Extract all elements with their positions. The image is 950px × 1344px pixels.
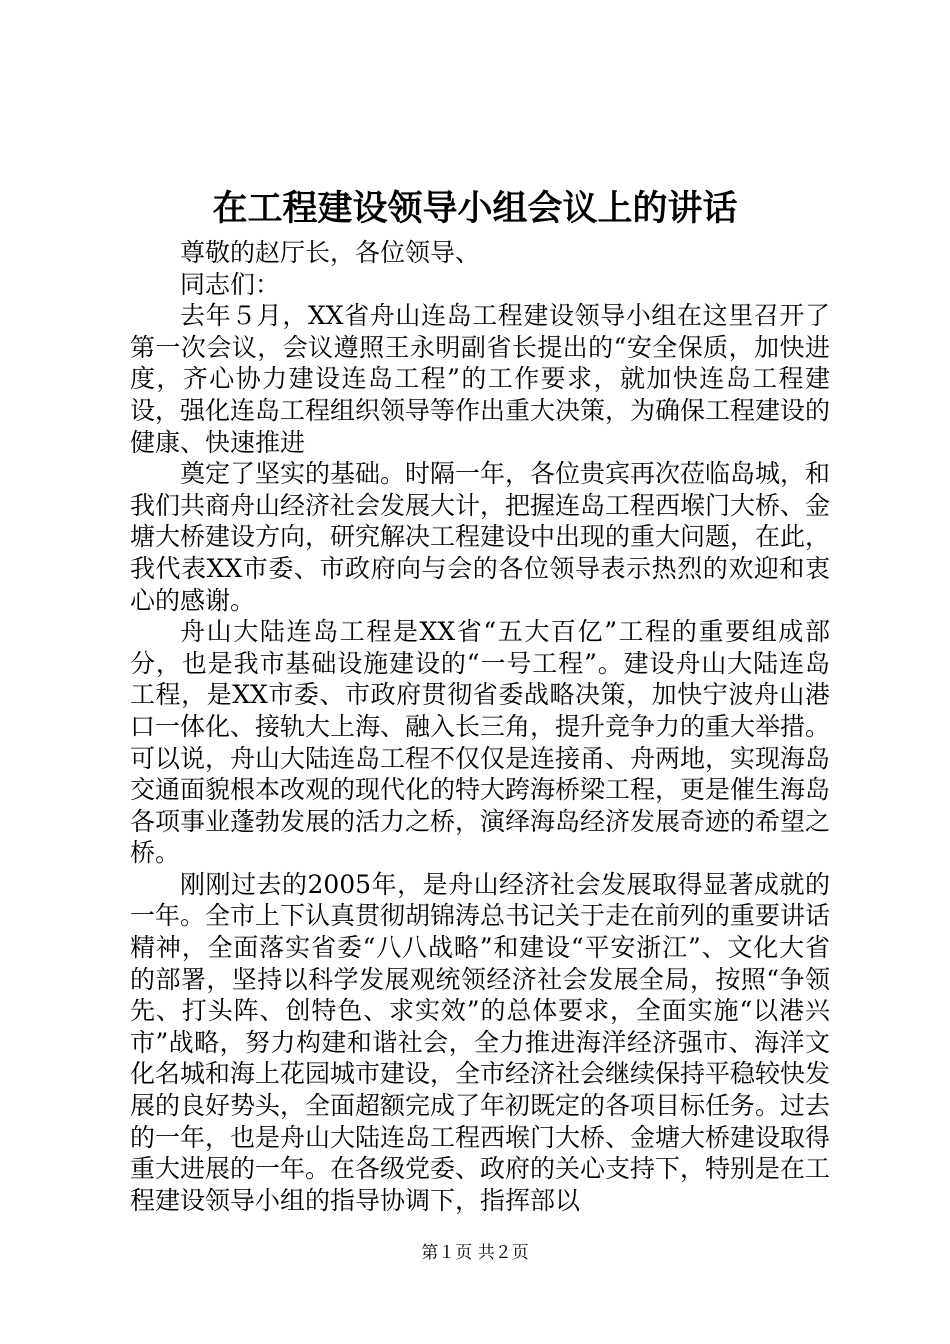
paragraph: 去年５月，XX省舟山连岛工程建设领导小组在这里召开了第一次会议，会议遵照王永明副省长提出的“安全保质，加快进度，齐心协力建设连岛工程”的工作要求，就加快连岛工程建设，强化连岛工程组织领导等作出重大决策，为确保工程建设的健康、快速推进: [130, 301, 831, 457]
page-footer: 第１页 共２页: [421, 1243, 529, 1263]
paragraph: 奠定了坚实的基础。时隔一年，各位贵宾再次莅临岛城，和我们共商舟山经济社会发展大计，把握连岛工程西堠门大桥、金塘大桥建设方向，研究解决工程建设中出现的重大问题，在此，我代表XX市委、市政府向与会的各位领导表示热烈的欢迎和衷心的感谢。: [130, 459, 831, 615]
salutation-line-2: 同志们：: [180, 269, 281, 299]
paragraph: 舟山大陆连岛工程是XX省“五大百亿”工程的重要组成部分，也是我市基础设施建设的“一号工程”。建设舟山大陆连岛工程，是XX市委、市政府贯彻省委战略决策，加快宁波舟山港口一体化、接轨大上海、融入长三角，提升竞争力的重大举措。可以说，舟山大陆连岛工程不仅仅是连接甬、舟两地，实现海岛交通面貌根本改观的现代化的特大跨海桥梁工程，更是催生海岛各项事业蓬勃发展的活力之桥，演绎海岛经济发展奇迹的希望之桥。: [130, 617, 831, 868]
document-body: [130, 237, 830, 1216]
salutation-line-1: 尊敬的赵厅长，各位领导、: [180, 238, 481, 267]
paragraph: 刚刚过去的2005年，是舟山经济社会发展取得显著成就的一年。全市上下认真贯彻胡锦涛总书记关于走在前列的重要讲话精神，全面落实省委“八八战略”和建设“平安浙江”、文化大省的部署，坚持以科学发展观统领经济社会发展全局，按照“争领先、打头阵、创特色、求实效”的总体要求，全面实施“以港兴市”战略，努力构建和谐社会，全力推进海洋经济强市、海洋文化名城和海上花园城市建设，全市经济社会继续保持平稳较快发展的良好势头，全面超额完成了年初既定的各项目标任务。过去的一年，也是舟山大陆连岛工程西堠门大桥、金塘大桥建设取得重大进展的一年。在各级党委、政府的关心支持下，特别是在工程建设领导小组的指导协调下，指挥部以: [130, 869, 831, 1215]
document-title: 在工程建设领导小组会议上的讲话: [212, 188, 738, 229]
